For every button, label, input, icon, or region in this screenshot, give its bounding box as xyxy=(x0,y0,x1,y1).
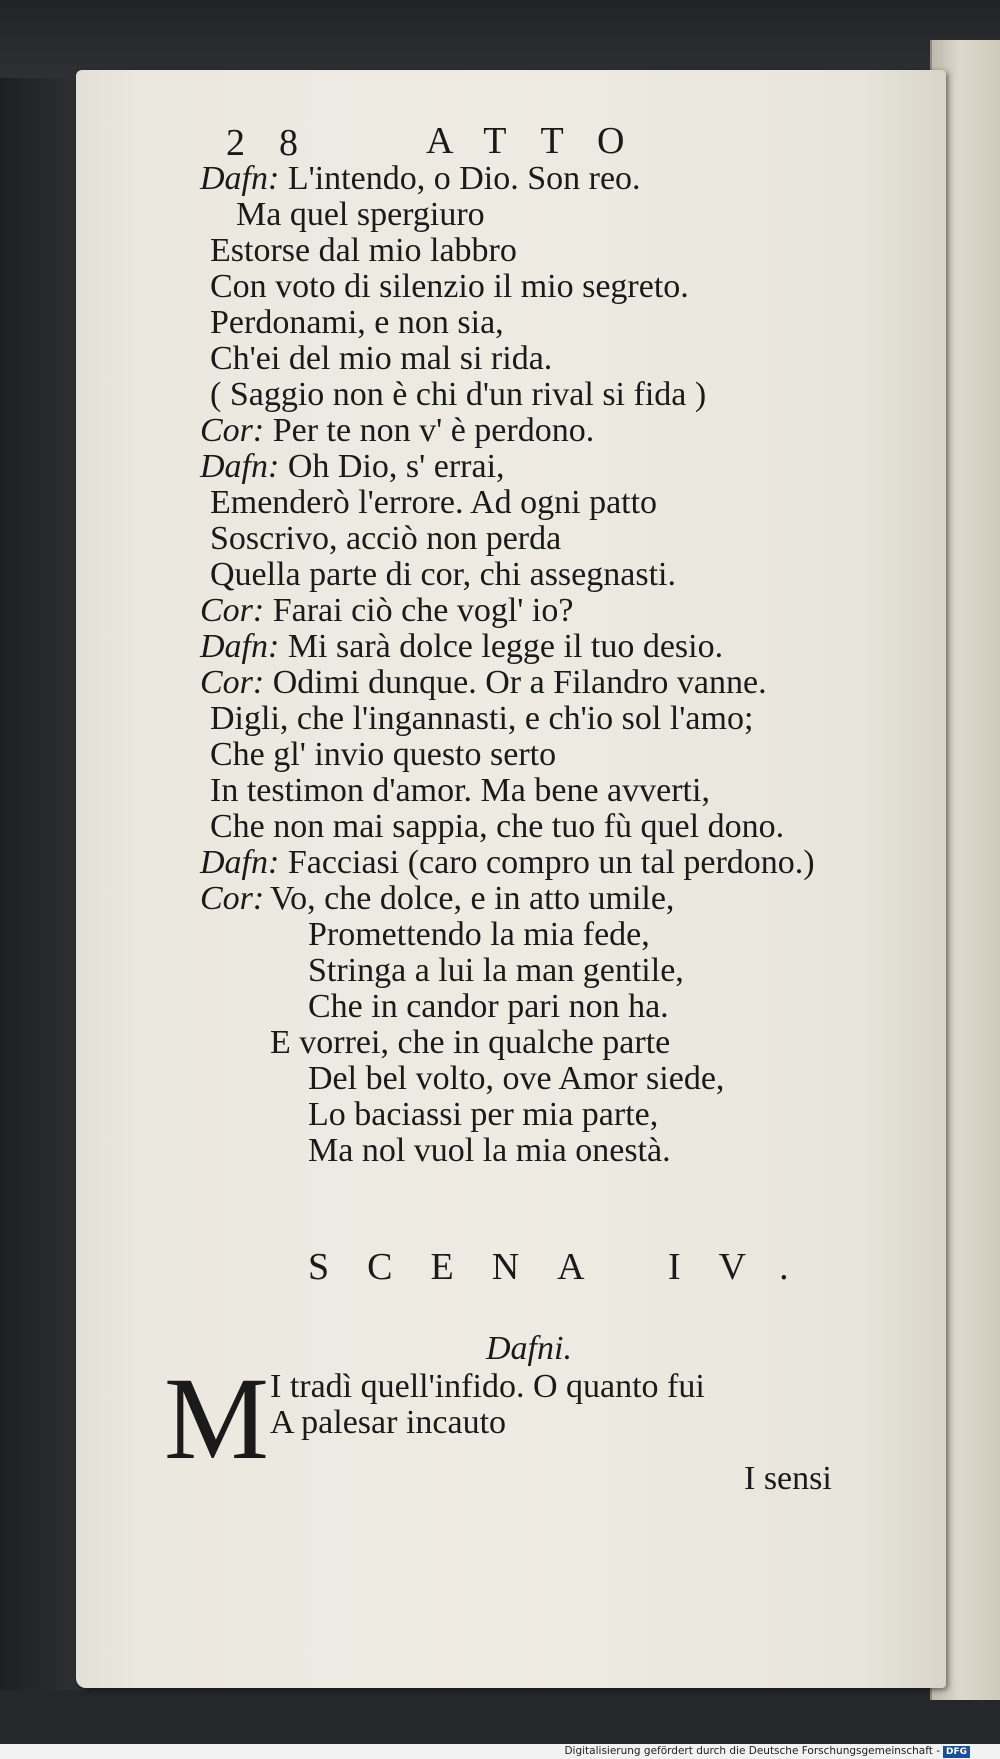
dialogue-line xyxy=(200,630,723,664)
line-text: Che non mai sappia, che tuo fù quel dono. xyxy=(210,808,785,845)
dialogue-line xyxy=(210,738,556,772)
line-text: Ch'ei del mio mal si rida. xyxy=(210,340,553,377)
line-text: Per te non v' è perdono. xyxy=(272,412,595,449)
dialogue-line xyxy=(210,558,676,592)
verse-line: Vo, che dolce, e in atto umile, xyxy=(270,880,675,917)
speaker-label: Dafn: xyxy=(200,628,280,665)
dialogue-line xyxy=(200,846,815,880)
line-text: Facciasi (caro compro un tal perdono.) xyxy=(287,844,815,881)
dialogue-line xyxy=(210,810,784,844)
verse-line: Del bel volto, ove Amor siede, xyxy=(308,1060,725,1097)
speaker-label: Cor: xyxy=(200,592,265,629)
scene-heading: SCENA IV. xyxy=(308,1246,827,1288)
background-top xyxy=(0,0,1000,78)
dialogue-line xyxy=(210,774,710,808)
footer-credit-text: Digitalisierung gefördert durch die Deutsche Forschungsgemeinschaft - xyxy=(564,1745,940,1757)
running-title: ATTO xyxy=(426,120,659,162)
dialogue-line xyxy=(210,270,689,304)
scene-line: A palesar incauto xyxy=(270,1404,507,1441)
song-speaker-label: Cor: xyxy=(200,880,265,917)
line-text: Farai ciò che vogl' io? xyxy=(272,592,574,629)
verse-line: E vorrei, che in qualche parte xyxy=(270,1024,671,1061)
line-text: Ma quel spergiuro xyxy=(236,196,485,233)
line-text: Oh Dio, s' errai, xyxy=(287,448,505,485)
drop-cap-initial: M xyxy=(164,1353,269,1484)
dialogue-line xyxy=(200,450,505,484)
speaker-label: Cor: xyxy=(200,412,265,449)
dialogue-line xyxy=(200,666,767,700)
line-text: Digli, che l'ingannasti, e ch'io sol l'amo; xyxy=(210,700,754,737)
verse-line: Promettendo la mia fede, xyxy=(308,916,650,953)
dialogue-line xyxy=(236,198,485,232)
scene-line: I tradì quell'infido. O quanto fui xyxy=(270,1368,705,1405)
dialogue-line xyxy=(200,162,641,196)
dialogue-line xyxy=(210,306,504,340)
dialogue-line xyxy=(210,342,552,376)
line-text: Estorse dal mio labbro xyxy=(210,232,517,269)
dfg-logo: DFG xyxy=(943,1746,970,1758)
dialogue-line xyxy=(200,594,573,628)
line-text: Odimi dunque. Or a Filandro vanne. xyxy=(272,664,767,701)
verse-line: Che in candor pari non ha. xyxy=(308,988,669,1025)
dialogue-line xyxy=(200,414,594,448)
line-text: L'intendo, o Dio. Son reo. xyxy=(287,160,641,197)
dialogue-line xyxy=(210,522,561,556)
footer-credit xyxy=(564,1744,970,1759)
line-text: ( Saggio non è chi d'un rival si fida ) xyxy=(210,376,707,413)
scene-speaker: Dafni. xyxy=(486,1330,572,1367)
book-page xyxy=(76,70,946,1688)
speaker-label: Dafn: xyxy=(200,448,280,485)
line-text: Soscrivo, acciò non perda xyxy=(210,520,562,557)
dialogue-line xyxy=(210,378,706,412)
line-text: Mi sarà dolce legge il tuo desio. xyxy=(287,628,724,665)
line-text: Con voto di silenzio il mio segreto. xyxy=(210,268,689,305)
line-text: Che gl' invio questo serto xyxy=(210,736,557,773)
speaker-label: Dafn: xyxy=(200,844,280,881)
verse-line: Ma nol vuol la mia onestà. xyxy=(308,1132,671,1169)
dialogue-line xyxy=(210,486,657,520)
line-text: Emenderò l'errore. Ad ogni patto xyxy=(210,484,658,521)
line-text: In testimon d'amor. Ma bene avverti, xyxy=(210,772,710,809)
verse-line: Stringa a lui la man gentile, xyxy=(308,952,684,989)
line-text: Quella parte di cor, chi assegnasti. xyxy=(210,556,676,593)
dialogue-line xyxy=(210,702,753,736)
line-text: Perdonami, e non sia, xyxy=(210,304,504,341)
speaker-label: Dafn: xyxy=(200,160,280,197)
page-number: 28 xyxy=(226,122,332,164)
catchword: I sensi xyxy=(744,1460,832,1497)
verse-line: Lo baciassi per mia parte, xyxy=(308,1096,659,1133)
speaker-label: Cor: xyxy=(200,664,265,701)
dialogue-line xyxy=(210,234,517,268)
